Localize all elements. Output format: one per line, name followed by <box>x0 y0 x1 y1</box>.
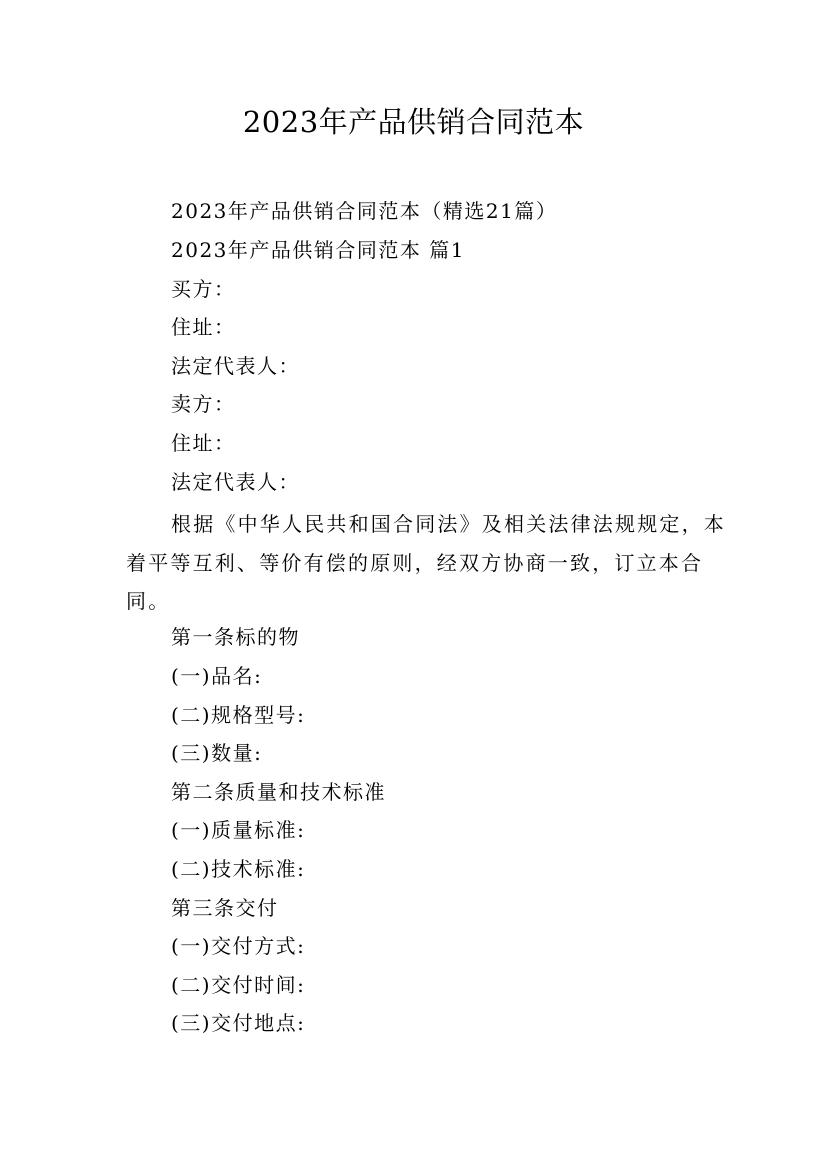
seller-legal-representative-label: 法定代表人： <box>171 470 300 494</box>
article-2-item-1: (一)质量标准: <box>171 818 306 842</box>
preamble-paragraph: 根据《中华人民共和国合同法》及相关法律法规规定，本着平等互利、等价有偿的原则，经双方协商一致，订立本合同。 <box>126 512 726 614</box>
document-subtitle: 2023年产品供销合同范本（精选21篇） <box>171 199 558 223</box>
buyer-address-label: 住址： <box>171 315 236 339</box>
article-3-item-1: (一)交付方式: <box>171 934 306 958</box>
article-3-item-2: (二)交付时间: <box>171 973 306 997</box>
section-heading-1: 2023年产品供销合同范本 篇1 <box>171 238 465 262</box>
article-2-heading: 第二条质量和技术标准 <box>171 780 386 804</box>
article-1-item-1: (一)品名: <box>171 664 263 688</box>
article-3-heading: 第三条交付 <box>171 896 279 920</box>
seller-address-label: 住址： <box>171 431 236 455</box>
article-3-item-3: (三)交付地点: <box>171 1011 306 1035</box>
article-1-heading: 第一条标的物 <box>171 625 300 649</box>
buyer-label: 买方： <box>171 277 236 301</box>
article-1-item-3: (三)数量: <box>171 741 263 765</box>
document-title: 2023年产品供销合同范本 <box>242 105 585 139</box>
article-2-item-2: (二)技术标准: <box>171 857 306 881</box>
buyer-legal-representative-label: 法定代表人： <box>171 354 300 378</box>
seller-label: 卖方： <box>171 392 236 416</box>
article-1-item-2: (二)规格型号: <box>171 703 306 727</box>
